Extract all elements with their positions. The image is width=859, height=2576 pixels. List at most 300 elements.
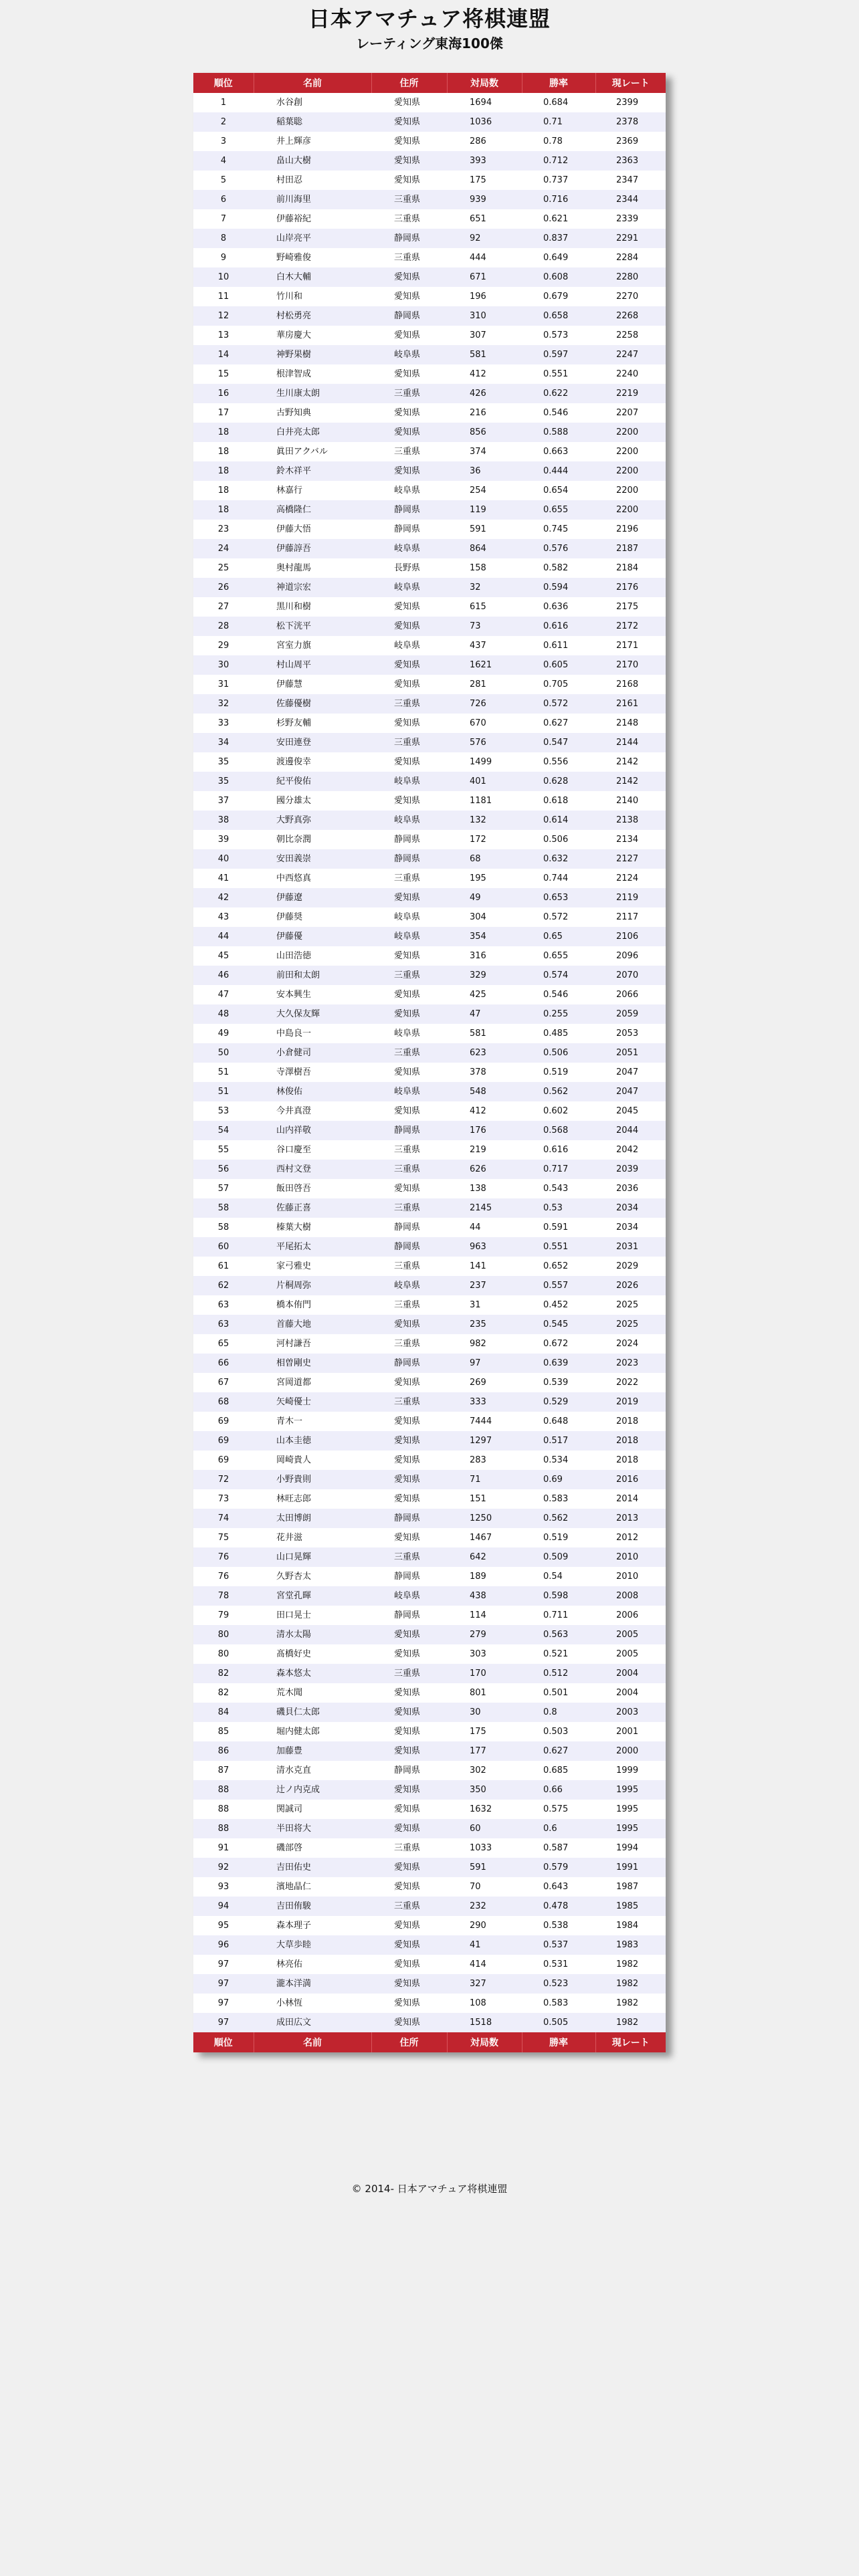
table-row (193, 888, 666, 907)
rank-cell: 16 (193, 384, 254, 403)
games-cell: 232 (447, 1897, 522, 1916)
rating-cell: 2010 (595, 1547, 666, 1567)
name-cell: 山本圭徳 (254, 1431, 371, 1451)
prefecture-cell: 愛知県 (371, 1722, 447, 1741)
prefecture-cell: 愛知県 (371, 1528, 447, 1547)
table-row (193, 636, 666, 655)
table-row (193, 1121, 666, 1140)
name-cell: 小野貴則 (254, 1470, 371, 1489)
prefecture-cell: 三重県 (371, 1547, 447, 1567)
table-row (193, 539, 666, 558)
prefecture-cell: 三重県 (371, 1897, 447, 1916)
table-row (193, 1877, 666, 1897)
win-rate-cell: 0.6 (522, 1819, 595, 1838)
win-rate-cell: 0.255 (522, 1004, 595, 1024)
games-cell: 114 (447, 1606, 522, 1625)
table-row (193, 520, 666, 539)
name-cell: 髙橋好史 (254, 1644, 371, 1664)
page-subtitle: レーティング東海100傑 (356, 35, 503, 51)
win-rate-cell: 0.546 (522, 985, 595, 1004)
prefecture-cell: 静岡県 (371, 1761, 447, 1780)
table-row (193, 1412, 666, 1431)
prefecture-cell: 岐阜県 (371, 1024, 447, 1043)
prefecture-cell: 愛知県 (371, 1489, 447, 1509)
win-rate-cell: 0.605 (522, 655, 595, 675)
rating-cell: 2018 (595, 1451, 666, 1470)
rank-cell: 61 (193, 1257, 254, 1276)
win-rate-cell: 0.529 (522, 1392, 595, 1412)
name-cell: 白井亮太郎 (254, 423, 371, 442)
rank-cell: 2 (193, 112, 254, 132)
games-cell: 548 (447, 1082, 522, 1101)
column-header-rank: 順位 (193, 73, 254, 93)
win-rate-cell: 0.505 (522, 2013, 595, 2032)
table-row (193, 1819, 666, 1838)
rank-cell: 84 (193, 1703, 254, 1722)
name-cell: 村山周平 (254, 655, 371, 675)
rating-cell: 2010 (595, 1567, 666, 1586)
prefecture-cell: 岐阜県 (371, 907, 447, 927)
rating-cell: 2291 (595, 229, 666, 248)
rating-cell: 2258 (595, 326, 666, 345)
win-rate-cell: 0.557 (522, 1276, 595, 1295)
rating-cell: 2124 (595, 869, 666, 888)
table-row (193, 985, 666, 1004)
name-cell: 朝比奈潤 (254, 830, 371, 849)
name-cell: 寺澤樹吾 (254, 1063, 371, 1082)
rating-cell: 2004 (595, 1683, 666, 1703)
games-cell: 310 (447, 306, 522, 326)
games-cell: 864 (447, 539, 522, 558)
win-rate-cell: 0.837 (522, 229, 595, 248)
win-rate-cell: 0.452 (522, 1295, 595, 1315)
win-rate-cell: 0.523 (522, 1974, 595, 1994)
prefecture-cell: 岐阜県 (371, 1276, 447, 1295)
rank-cell: 80 (193, 1625, 254, 1644)
rank-cell: 10 (193, 267, 254, 287)
games-cell: 426 (447, 384, 522, 403)
table-row (193, 733, 666, 752)
win-rate-cell: 0.545 (522, 1315, 595, 1334)
games-cell: 1297 (447, 1431, 522, 1451)
column-header-name: 名前 (254, 73, 371, 93)
table-row (193, 811, 666, 830)
games-cell: 801 (447, 1683, 522, 1703)
win-rate-cell: 0.69 (522, 1470, 595, 1489)
name-cell: 磯貝仁太郎 (254, 1703, 371, 1722)
name-cell: 佐藤優樹 (254, 694, 371, 714)
name-cell: 古野知典 (254, 403, 371, 423)
rating-cell: 2005 (595, 1625, 666, 1644)
win-rate-cell: 0.501 (522, 1683, 595, 1703)
rating-cell: 2176 (595, 578, 666, 597)
rating-cell: 2369 (595, 132, 666, 151)
table-row (193, 442, 666, 461)
win-rate-cell: 0.594 (522, 578, 595, 597)
games-cell: 651 (447, 209, 522, 229)
rank-cell: 34 (193, 733, 254, 752)
table-row (193, 2013, 666, 2032)
name-cell: 奥村龍馬 (254, 558, 371, 578)
name-cell: 磯部啓 (254, 1838, 371, 1858)
win-rate-cell: 0.632 (522, 849, 595, 869)
table-row (193, 229, 666, 248)
win-rate-cell: 0.562 (522, 1509, 595, 1528)
table-row (193, 869, 666, 888)
table-row (193, 1276, 666, 1295)
win-rate-cell: 0.705 (522, 675, 595, 694)
games-cell: 304 (447, 907, 522, 927)
rating-cell: 1994 (595, 1838, 666, 1858)
table-row (193, 132, 666, 151)
rank-cell: 7 (193, 209, 254, 229)
prefecture-cell: 愛知県 (371, 423, 447, 442)
rank-cell: 95 (193, 1916, 254, 1935)
win-rate-cell: 0.611 (522, 636, 595, 655)
footer-header-rating: 現レート (595, 2032, 666, 2052)
name-cell: 清水克直 (254, 1761, 371, 1780)
name-cell: 太田博朗 (254, 1509, 371, 1528)
win-rate-cell: 0.478 (522, 1897, 595, 1916)
win-rate-cell: 0.78 (522, 132, 595, 151)
name-cell: 森本理子 (254, 1916, 371, 1935)
prefecture-cell: 愛知県 (371, 1683, 447, 1703)
games-cell: 316 (447, 946, 522, 966)
games-cell: 642 (447, 1547, 522, 1567)
win-rate-cell: 0.652 (522, 1257, 595, 1276)
rank-cell: 97 (193, 1974, 254, 1994)
name-cell: 半田将大 (254, 1819, 371, 1838)
rating-cell: 2171 (595, 636, 666, 655)
footer-header-rank: 順位 (193, 2032, 254, 2052)
win-rate-cell: 0.517 (522, 1431, 595, 1451)
win-rate-cell: 0.639 (522, 1354, 595, 1373)
games-cell: 71 (447, 1470, 522, 1489)
rank-cell: 32 (193, 694, 254, 714)
games-cell: 1250 (447, 1509, 522, 1528)
prefecture-cell: 静岡県 (371, 520, 447, 539)
rating-cell: 2000 (595, 1741, 666, 1761)
prefecture-cell: 愛知県 (371, 132, 447, 151)
rating-cell: 2270 (595, 287, 666, 306)
name-cell: 村松勇亮 (254, 306, 371, 326)
name-cell: 竹川和 (254, 287, 371, 306)
prefecture-cell: 岐阜県 (371, 578, 447, 597)
rating-cell: 2044 (595, 1121, 666, 1140)
games-cell: 44 (447, 1218, 522, 1237)
rating-cell: 2172 (595, 617, 666, 636)
rating-cell: 2029 (595, 1257, 666, 1276)
name-cell: 花井滋 (254, 1528, 371, 1547)
win-rate-cell: 0.506 (522, 830, 595, 849)
win-rate-cell: 0.621 (522, 209, 595, 229)
rating-cell: 2006 (595, 1606, 666, 1625)
win-rate-cell: 0.716 (522, 190, 595, 209)
prefecture-cell: 愛知県 (371, 151, 447, 171)
games-cell: 172 (447, 830, 522, 849)
name-cell: 青木一 (254, 1412, 371, 1431)
win-rate-cell: 0.54 (522, 1567, 595, 1586)
rating-cell: 1982 (595, 2013, 666, 2032)
rank-cell: 9 (193, 248, 254, 267)
prefecture-cell: 愛知県 (371, 364, 447, 384)
table-row (193, 1354, 666, 1373)
name-cell: 佐藤正喜 (254, 1198, 371, 1218)
games-cell: 176 (447, 1121, 522, 1140)
games-cell: 269 (447, 1373, 522, 1392)
rating-cell: 2051 (595, 1043, 666, 1063)
games-cell: 254 (447, 481, 522, 500)
prefecture-cell: 岐阜県 (371, 772, 447, 791)
games-cell: 108 (447, 1994, 522, 2013)
win-rate-cell: 0.711 (522, 1606, 595, 1625)
prefecture-cell: 三重県 (371, 733, 447, 752)
rank-cell: 53 (193, 1101, 254, 1121)
table-row (193, 151, 666, 171)
rank-cell: 62 (193, 1276, 254, 1295)
table-row (193, 1373, 666, 1392)
table-row (193, 364, 666, 384)
name-cell: 森本悠太 (254, 1664, 371, 1683)
prefecture-cell: 三重県 (371, 1295, 447, 1315)
games-cell: 281 (447, 675, 522, 694)
rating-cell: 2003 (595, 1703, 666, 1722)
rank-cell: 79 (193, 1606, 254, 1625)
rating-cell: 2024 (595, 1334, 666, 1354)
win-rate-cell: 0.546 (522, 403, 595, 423)
rating-cell: 2200 (595, 481, 666, 500)
rank-cell: 96 (193, 1935, 254, 1955)
rating-cell: 2200 (595, 461, 666, 481)
rating-cell: 1991 (595, 1858, 666, 1877)
table-row (193, 1237, 666, 1257)
table-row (193, 772, 666, 791)
rank-cell: 78 (193, 1586, 254, 1606)
prefecture-cell: 愛知県 (371, 461, 447, 481)
games-cell: 581 (447, 1024, 522, 1043)
table-row (193, 403, 666, 423)
rank-cell: 47 (193, 985, 254, 1004)
rating-table-container (193, 73, 666, 2052)
win-rate-cell: 0.519 (522, 1528, 595, 1547)
win-rate-cell: 0.568 (522, 1121, 595, 1140)
name-cell: 林亮佑 (254, 1955, 371, 1974)
win-rate-cell: 0.547 (522, 733, 595, 752)
prefecture-cell: 三重県 (371, 1664, 447, 1683)
rank-cell: 33 (193, 714, 254, 733)
rank-cell: 13 (193, 326, 254, 345)
table-row (193, 1218, 666, 1237)
rank-cell: 17 (193, 403, 254, 423)
rating-cell: 1983 (595, 1935, 666, 1955)
games-cell: 196 (447, 287, 522, 306)
copyright-footer: © 2014- 日本アマチュア将棋連盟 (351, 2183, 508, 2195)
win-rate-cell: 0.684 (522, 93, 595, 112)
games-cell: 576 (447, 733, 522, 752)
name-cell: 田口晃士 (254, 1606, 371, 1625)
rank-cell: 54 (193, 1121, 254, 1140)
prefecture-cell: 愛知県 (371, 752, 447, 772)
games-cell: 856 (447, 423, 522, 442)
win-rate-cell: 0.519 (522, 1063, 595, 1082)
prefecture-cell: 愛知県 (371, 1451, 447, 1470)
prefecture-cell: 三重県 (371, 248, 447, 267)
win-rate-cell: 0.653 (522, 888, 595, 907)
rating-cell: 2026 (595, 1276, 666, 1295)
rank-cell: 3 (193, 132, 254, 151)
table-row (193, 1664, 666, 1683)
rating-cell: 1982 (595, 1994, 666, 2013)
name-cell: 黒川和樹 (254, 597, 371, 617)
rank-cell: 82 (193, 1664, 254, 1683)
prefecture-cell: 愛知県 (371, 1780, 447, 1800)
table-body (193, 93, 666, 2032)
rank-cell: 92 (193, 1858, 254, 1877)
name-cell: 井上輝彦 (254, 132, 371, 151)
rank-cell: 35 (193, 752, 254, 772)
rating-cell: 2240 (595, 364, 666, 384)
games-cell: 177 (447, 1741, 522, 1761)
win-rate-cell: 0.717 (522, 1160, 595, 1179)
table-row (193, 1509, 666, 1528)
rating-cell: 2200 (595, 423, 666, 442)
table-row (193, 578, 666, 597)
name-cell: 白木大輔 (254, 267, 371, 287)
prefecture-cell: 岐阜県 (371, 811, 447, 830)
table-row (193, 1703, 666, 1722)
win-rate-cell: 0.598 (522, 1586, 595, 1606)
win-rate-cell: 0.556 (522, 752, 595, 772)
games-cell: 626 (447, 1160, 522, 1179)
win-rate-cell: 0.53 (522, 1198, 595, 1218)
games-cell: 30 (447, 1703, 522, 1722)
table-row (193, 1722, 666, 1741)
name-cell: 鈴木祥平 (254, 461, 371, 481)
rating-cell: 1982 (595, 1974, 666, 1994)
name-cell: 吉田侑駿 (254, 1897, 371, 1916)
games-cell: 1181 (447, 791, 522, 811)
rank-cell: 80 (193, 1644, 254, 1664)
win-rate-cell: 0.649 (522, 248, 595, 267)
rating-cell: 2200 (595, 442, 666, 461)
prefecture-cell: 岐阜県 (371, 1082, 447, 1101)
table-row (193, 1179, 666, 1198)
name-cell: 伊藤遼 (254, 888, 371, 907)
prefecture-cell: 静岡県 (371, 1567, 447, 1586)
name-cell: 岡崎貴人 (254, 1451, 371, 1470)
games-cell: 329 (447, 966, 522, 985)
games-cell: 378 (447, 1063, 522, 1082)
table-row (193, 345, 666, 364)
rating-table (193, 73, 666, 2052)
win-rate-cell: 0.627 (522, 1741, 595, 1761)
rank-cell: 46 (193, 966, 254, 985)
games-cell: 615 (447, 597, 522, 617)
table-row (193, 1838, 666, 1858)
prefecture-cell: 静岡県 (371, 1354, 447, 1373)
win-rate-cell: 0.679 (522, 287, 595, 306)
table-row (193, 830, 666, 849)
prefecture-cell: 愛知県 (371, 617, 447, 636)
prefecture-cell: 岐阜県 (371, 636, 447, 655)
rank-cell: 58 (193, 1198, 254, 1218)
prefecture-cell: 三重県 (371, 1043, 447, 1063)
prefecture-cell: 愛知県 (371, 1994, 447, 2013)
prefecture-cell: 愛知県 (371, 267, 447, 287)
name-cell: 山口晃輝 (254, 1547, 371, 1567)
games-cell: 290 (447, 1916, 522, 1935)
games-cell: 303 (447, 1644, 522, 1664)
games-cell: 175 (447, 171, 522, 190)
name-cell: 大野真弥 (254, 811, 371, 830)
table-row (193, 946, 666, 966)
games-cell: 1499 (447, 752, 522, 772)
table-row (193, 1974, 666, 1994)
prefecture-cell: 三重県 (371, 442, 447, 461)
prefecture-cell: 愛知県 (371, 1179, 447, 1198)
prefecture-cell: 愛知県 (371, 888, 447, 907)
table-footer-row (193, 2032, 666, 2052)
rating-cell: 2023 (595, 1354, 666, 1373)
win-rate-cell: 0.538 (522, 1916, 595, 1935)
rating-cell: 2207 (595, 403, 666, 423)
games-cell: 70 (447, 1877, 522, 1897)
table-row (193, 714, 666, 733)
games-cell: 302 (447, 1761, 522, 1780)
rank-cell: 67 (193, 1373, 254, 1392)
rating-cell: 2284 (595, 248, 666, 267)
prefecture-cell: 三重県 (371, 1838, 447, 1858)
name-cell: 矢崎優士 (254, 1392, 371, 1412)
rating-cell: 2138 (595, 811, 666, 830)
rank-cell: 86 (193, 1741, 254, 1761)
rank-cell: 48 (193, 1004, 254, 1024)
rank-cell: 1 (193, 93, 254, 112)
win-rate-cell: 0.672 (522, 1334, 595, 1354)
prefecture-cell: 岐阜県 (371, 481, 447, 500)
page-header (0, 0, 859, 52)
rating-cell: 2034 (595, 1198, 666, 1218)
table-row (193, 1198, 666, 1218)
name-cell: 関誠司 (254, 1800, 371, 1819)
games-cell: 414 (447, 1955, 522, 1974)
games-cell: 327 (447, 1974, 522, 1994)
win-rate-cell: 0.614 (522, 811, 595, 830)
win-rate-cell: 0.643 (522, 1877, 595, 1897)
win-rate-cell: 0.512 (522, 1664, 595, 1683)
footer-header-games: 対局数 (447, 2032, 522, 2052)
name-cell: 山田浩徳 (254, 946, 371, 966)
rating-cell: 2175 (595, 597, 666, 617)
games-cell: 1467 (447, 1528, 522, 1547)
win-rate-cell: 0.521 (522, 1644, 595, 1664)
table-row (193, 1547, 666, 1567)
rank-cell: 27 (193, 597, 254, 617)
name-cell: 家弓雅史 (254, 1257, 371, 1276)
games-cell: 286 (447, 132, 522, 151)
column-header-win-rate: 勝率 (522, 73, 595, 93)
table-row (193, 1470, 666, 1489)
table-row (193, 1082, 666, 1101)
rank-cell: 44 (193, 927, 254, 946)
table-row (193, 461, 666, 481)
rating-cell: 2016 (595, 1470, 666, 1489)
prefecture-cell: 愛知県 (371, 112, 447, 132)
games-cell: 670 (447, 714, 522, 733)
rank-cell: 76 (193, 1567, 254, 1586)
prefecture-cell: 三重県 (371, 1257, 447, 1276)
games-cell: 1518 (447, 2013, 522, 2032)
